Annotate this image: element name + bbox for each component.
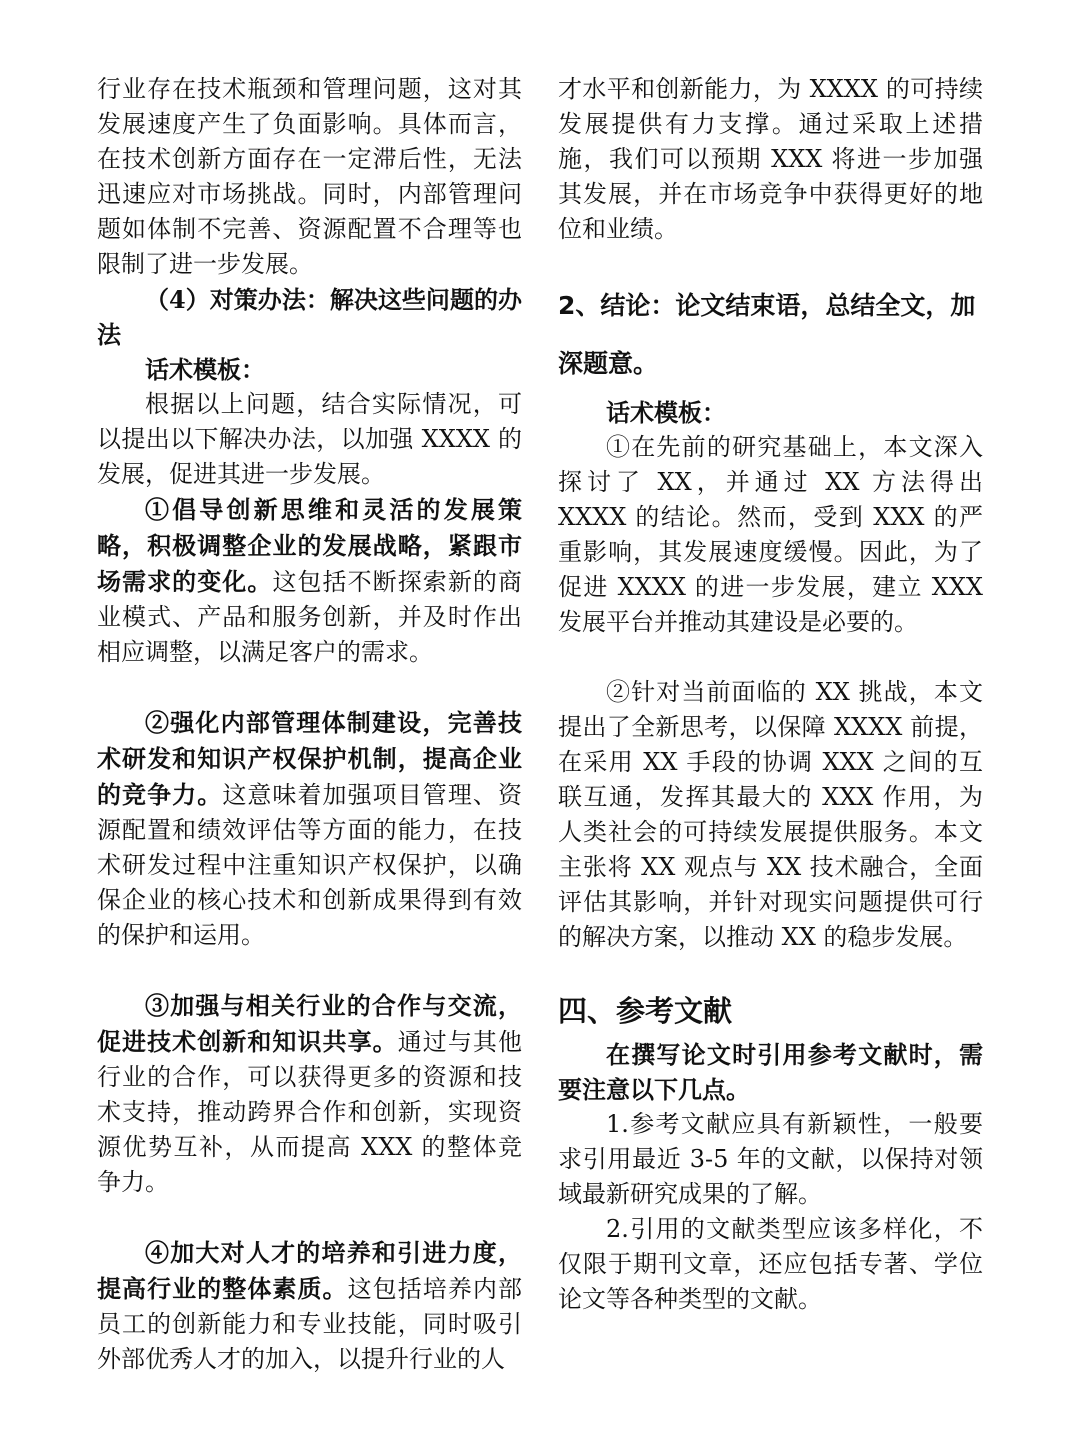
paragraph-continuation-right: 才水平和创新能力，为 XXXX 的可持续发展提供有力支撑。通过采取上述措施，我们可以预期 XXX 将进一步加强其发展，并在市场竞争中获得更好的地位和业绩。	[558, 75, 983, 243]
list-item-4	[97, 1235, 522, 1377]
list-item-3-lead: ③加强与相关行业的合作与交流，促进技术创新和知识共享。	[97, 991, 522, 1056]
list-item-2	[97, 705, 522, 953]
paragraph-intro: 根据以上问题，结合实际情况，可以提出以下解决办法，以加强 XXXX 的发展，促进其进一步发展。	[97, 390, 522, 488]
reference-note-1: 1.参考文献应具有新颖性，一般要求引用最近 3-5 年的文献，以保持对领域最新研究成果的了解。	[558, 1110, 983, 1208]
section-title-references: 四、参考文献	[558, 994, 733, 1028]
list-item-3-body: 通过与其他行业的合作，可以获得更多的资源和技术支持，推动跨界合作和创新，实现资源优势互补，从而提高 XXX 的整体竞争力。	[97, 1028, 522, 1196]
references-intro: 在撰写论文时引用参考文献时，需要注意以下几点。	[558, 1040, 983, 1104]
list-item-4-body: 这包括培养内部员工的创新能力和专业技能，同时吸引外部优秀人才的加入，以提升行业的人	[97, 1275, 522, 1373]
list-item-4-lead: ④加大对人才的培养和引进力度，提高行业的整体素质。	[97, 1238, 522, 1303]
section-heading-conclusion: 2、结论：论文结束语，总结全文，加深题意。	[558, 291, 976, 378]
left-column	[97, 72, 522, 1377]
subheading-countermeasures: （4）对策办法：解决这些问题的办法	[97, 285, 522, 349]
list-item-1-lead: ①倡导创新思维和灵活的发展策略，积极调整企业的发展战略，紧跟市场需求的变化。	[97, 495, 522, 596]
list-item-2-body: 这意味着加强项目管理、资源配置和绩效评估等方面的能力，在技术研发过程中注重知识产权保护，以确保企业的核心技术和创新成果得到有效的保护和运用。	[97, 781, 522, 949]
list-item-1-body: 这包括不断探索新的商业模式、产品和服务创新，并及时作出相应调整，以满足客户的需求。	[97, 568, 522, 666]
list-item-1	[97, 492, 522, 670]
list-item-2-lead: ②强化内部管理体制建设，完善技术研发和知识产权保护机制，提高企业的竞争力。	[97, 708, 522, 809]
right-column	[558, 72, 983, 1317]
template-label-right: 话术模板：	[606, 398, 726, 427]
reference-note-2: 2.引用的文献类型应该多样化，不仅限于期刊文章，还应包括专著、学位论文等各种类型的文献。	[558, 1215, 983, 1313]
paragraph-continuation: 行业存在技术瓶颈和管理问题，这对其发展速度产生了负面影响。具体而言，在技术创新方面存在一定滞后性，无法迅速应对市场挑战。同时，内部管理问题如体制不完善、资源配置不合理等也限制了进一步发展。	[97, 75, 522, 278]
conclusion-template-2: ②针对当前面临的 XX 挑战，本文提出了全新思考，以保障 XXXX 前提，在采用 XX 手段的协调 XXX 之间的互联互通，发挥其最大的 XXX 作用，为人类社会的可持续发展提供服务。本文主张将 XX 观点与 XX 技术融合，全面评估其影响，并针对现实问题提供可行的解决方案，以推动 XX 的稳步发展。	[558, 678, 983, 951]
conclusion-template-1: ①在先前的研究基础上，本文深入探讨了 XX，并通过 XX 方法得出 XXXX 的结论。然而，受到 XXX 的严重影响，其发展速度缓慢。因此，为了促进 XXXX 的进一步发展，建立 XXX 发展平台并推动其建设是必要的。	[558, 433, 983, 636]
template-label: 话术模板：	[145, 355, 265, 384]
list-item-3	[97, 988, 522, 1200]
